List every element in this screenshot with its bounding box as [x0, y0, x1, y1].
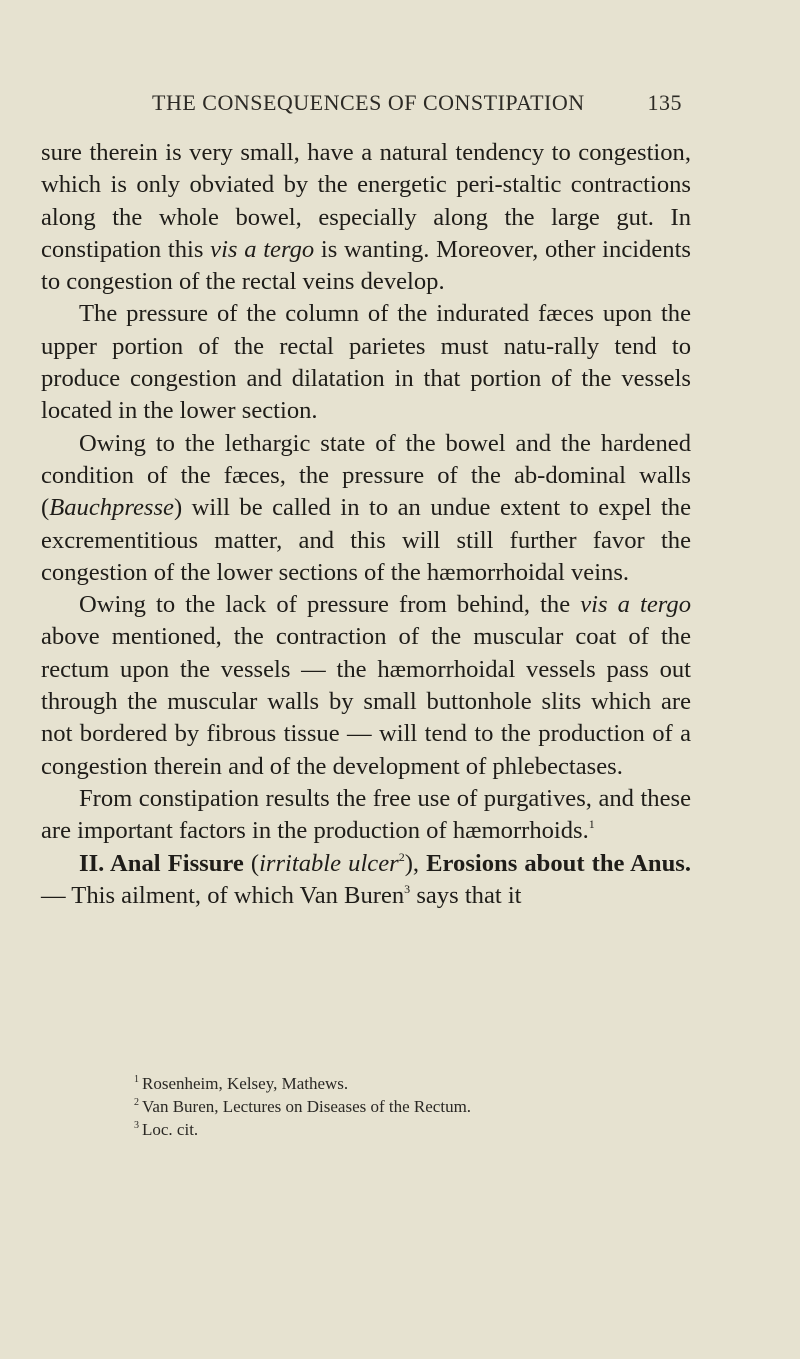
footnote-mark: 3 — [134, 1120, 139, 1131]
paragraph-text: Owing to the lethargic state of the bowel and the hardened condition of the fæces, the pressure of the ab-dominal walls ( — [41, 429, 691, 522]
body-text — [41, 137, 691, 912]
footnote — [134, 1118, 694, 1141]
footnote — [134, 1095, 694, 1118]
paragraph-text: From constipation results the free use of purgatives, and these are important factors in the production of hæmorrhoids. — [41, 784, 691, 845]
paragraph-text: says that it — [410, 881, 522, 909]
paragraph-4 — [41, 589, 691, 783]
italic-term: vis a tergo — [210, 235, 315, 263]
running-title: THE CONSEQUENCES OF CONSTIPATION — [152, 90, 585, 115]
italic-term: Bauchpresse — [49, 494, 174, 522]
paragraph-text: above mentioned, the contraction of the muscular coat of the rectum upon the vessels — the hæmorrhoidal vessels pass out through the muscular walls by small buttonhole slits which are not bordered by fibrous tissue — will tend to the production of a congestion therein and of the development of phlebectases. — [41, 623, 691, 780]
paragraph-text: — This ailment, of which Van Buren — [41, 881, 405, 909]
italic-term: irritable ulcer — [259, 849, 399, 877]
paragraph-3 — [41, 428, 691, 589]
paragraph-2: The pressure of the column of the indurated fæces upon the upper portion of the rectal parietes must natu-rally tend to produce congestion and dilatation in that portion of the vessels located in the lower section. — [41, 300, 691, 425]
paragraph-text: is wanting. Moreover, other incidents to congestion of the rectal veins develop. — [41, 235, 691, 296]
footnote-text: Van Buren, Lectures on Diseases of the Rectum. — [142, 1097, 472, 1116]
section-heading: Erosions about the Anus. — [426, 849, 691, 877]
paragraph-text: ), — [404, 849, 427, 877]
footnote-text: Rosenheim, Kelsey, Mathews. — [142, 1074, 349, 1093]
paragraph-text: sure therein is very small, have a natural tendency to congestion, which is only obviated by the energetic peri-staltic contractions along the whole bowel, especially along the large gut. In constipation this — [41, 139, 691, 263]
paragraph-text: ( — [243, 849, 260, 877]
page-number: 135 — [647, 90, 682, 115]
section-heading: II. Anal Fissure — [79, 849, 244, 877]
footnote-ref: 2 — [398, 849, 405, 864]
footnotes — [134, 1072, 694, 1141]
footnote-ref: 3 — [404, 881, 411, 896]
footnote-mark: 1 — [134, 1074, 139, 1085]
italic-term: vis a tergo — [580, 591, 692, 619]
footnote-mark: 2 — [134, 1097, 139, 1108]
paragraph-1 — [41, 137, 691, 298]
footnote-ref: 1 — [588, 817, 595, 832]
footnote-text: Loc. cit. — [142, 1120, 199, 1139]
paragraph-5 — [41, 783, 691, 848]
footnote — [134, 1072, 694, 1095]
paragraph-text: Owing to the lack of pressure from behind, the — [79, 591, 581, 619]
paragraph-text: ) will be called in to an undue extent to expel the excrementitious matter, and this will still further favor the congestion of the lower sections of the hæmorrhoidal veins. — [41, 494, 691, 586]
paragraph-6 — [41, 848, 691, 913]
